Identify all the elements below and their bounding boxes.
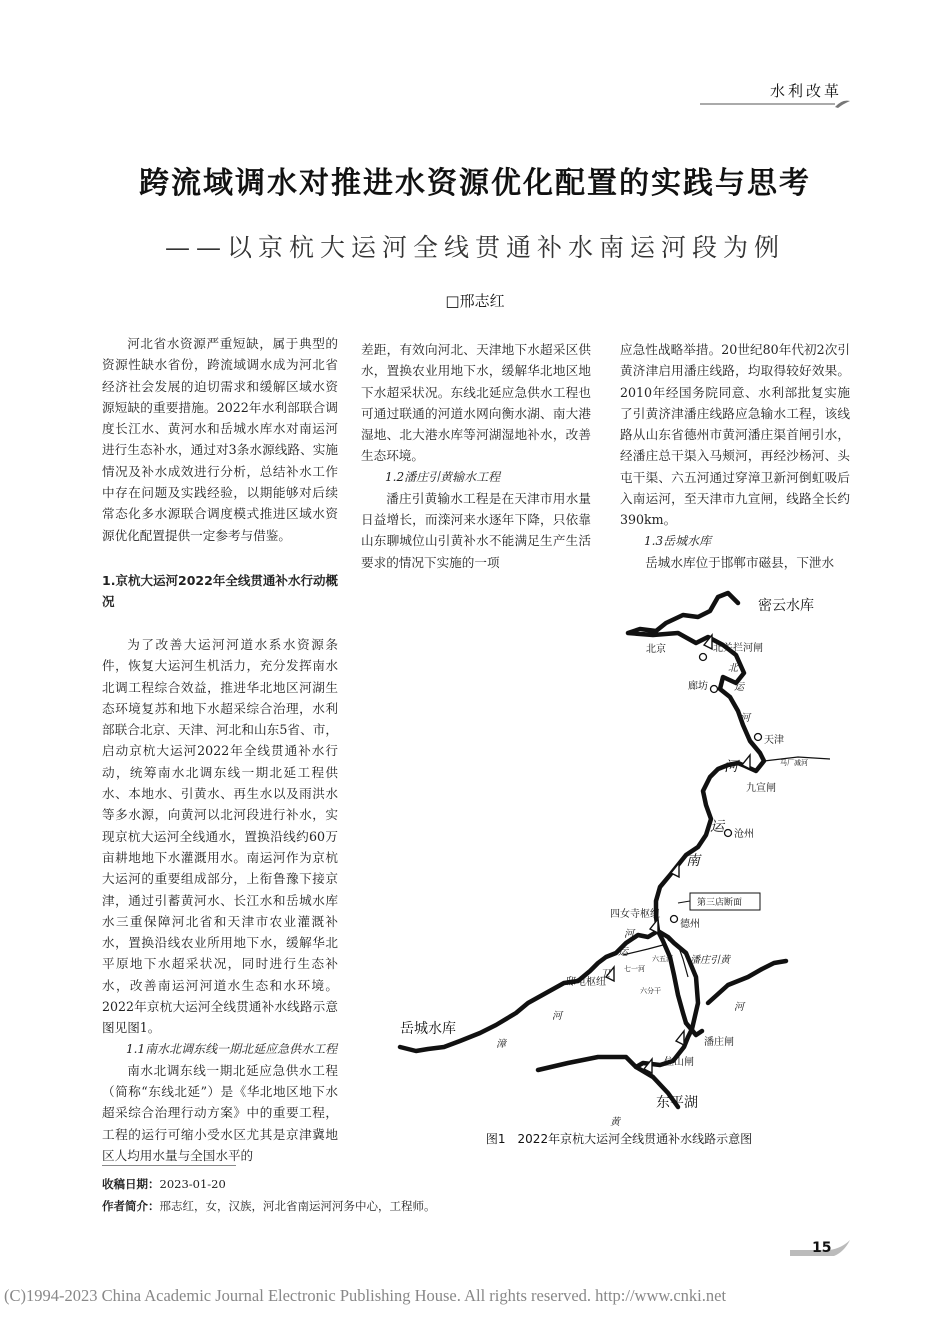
label-he-left: 河	[552, 1011, 562, 1022]
label-nan-he: 河	[724, 759, 738, 775]
body-column-2	[361, 339, 591, 573]
body-column-3	[620, 339, 850, 573]
page-number: 15	[812, 1240, 832, 1256]
sluice-icon	[676, 1031, 684, 1045]
label-dezhou: 德州	[680, 919, 700, 930]
label-sinusi: 四女寺枢纽	[610, 909, 660, 920]
huangriver-east	[708, 961, 786, 1003]
label-miyun: 密云水库	[758, 598, 814, 614]
label-bei-he: 河	[740, 713, 750, 724]
label-bei: 北	[728, 663, 738, 674]
sluice-icon	[650, 919, 658, 933]
label-huang: 黄	[610, 1117, 620, 1128]
paragraph: 南水北调东线一期北延应急供水工程（简称“东线北延”）是《华北地区地下水超采综合治理行动方案》中的重要工程，工程的运行可缩小受水区尤其是京津冀地区人均用水量与全国水平的	[102, 1062, 338, 1163]
label-panzhuang-zha: 潘庄闸	[704, 1037, 734, 1048]
subsection-heading: 1.3岳城水库	[644, 533, 712, 548]
paragraph: 差距，有效向河北、天津地下水超采区供水，置换农业用地下水，缓解华北地区地下水超采状况。东线北延应急供水工程也可通过联通的河道水网向衡水湖、南大港湿地、北大港水库等河湖湿地补水，改善生态环境。	[361, 342, 591, 464]
article-title: 跨流域调水对推进水资源优化配置的实践与思考	[139, 166, 811, 201]
city-icon	[755, 734, 762, 741]
label-weishan: 位山闸	[664, 1057, 694, 1068]
label-huang-east: 河	[734, 1002, 744, 1013]
author-bio: 作者简介：邢志红，女，汉族，河北省南运河河务中心，工程师。	[102, 1199, 436, 1213]
paragraph: 潘庄引黄输水工程是在天津市用水量日益增长，而滦河来水逐年下降，只依靠山东聊城位山引黄补水不能满足生产生活要求的情况下实施的一项	[361, 490, 591, 570]
section-tag-decoration	[700, 99, 850, 109]
label-bei-yun: 运	[734, 682, 744, 693]
body-column-1	[102, 333, 338, 1166]
label-cangzhou: 沧州	[734, 829, 754, 840]
label-panzhuang-yh: 潘庄引黄	[690, 955, 730, 966]
article-subtitle: ——以京杭大运河全线贯通补水南运河段为例	[164, 233, 785, 262]
label-beijing: 北京	[646, 644, 666, 655]
city-icon	[700, 654, 707, 661]
label-dongping: 东平湖	[656, 1095, 698, 1111]
label-chutun: 邸屯枢纽	[566, 977, 606, 988]
city-icon	[725, 830, 732, 837]
figure-caption: 图1 2022年京杭大运河全线贯通补水线路示意图	[485, 1132, 753, 1146]
label-majuanhe: 马厂减河	[780, 759, 808, 767]
label-beiguan: 北关拦河闸	[713, 643, 763, 654]
label-disan: 第三店断面	[697, 898, 743, 908]
disan-pointer	[678, 901, 690, 903]
label-nan-yun: 运	[710, 819, 724, 835]
label-langfang: 廊坊	[688, 681, 708, 692]
label-tianjin: 天津	[764, 735, 784, 746]
label-yuecheng: 岳城水库	[400, 1021, 456, 1037]
subsection-heading: 1.1南水北调东线一期北延应急供水工程	[126, 1041, 338, 1056]
qiyi-he	[623, 945, 663, 955]
label-liuwu: 六五河	[652, 955, 673, 963]
paragraph: 河北省水资源严重短缺，属于典型的资源性缺水省份，跨流域调水成为河北省经济社会发展的迫切需求和缓解区域水资源短缺的重要措施。2022年水利部联合调度长江水、黄河水和岳城水库水对南运河进行生态补水，通过对3条水源线路、实施情况及补水成效进行分析，总结补水工作中存在问题及实践经验，以期能够对后续常态化多水源联合调度模式推进区域水资源优化配置提供一定参考与借鉴。	[102, 336, 338, 543]
section-heading: 1.京杭大运河2022年全线贯通补水行动概况	[102, 572, 338, 609]
article-author: □邢志红	[445, 292, 505, 310]
label-wei-yun: 运	[618, 947, 628, 958]
paragraph: 应急性战略举措。20世纪80年代初2次引黄济津启用潘庄线路，均取得较好效果。2010年经国务院同意、水利部批复实施了引黄济津潘庄线路应急输水工程，该线路从山东省德州市黄河潘庄渠首闸引水，经潘庄总干渠入马颊河，再经沙杨河、头屯干渠、六五河通过穿漳卫新河倒虹吸后入南运河，至天津市九宣闸，线路全长约390km。	[620, 342, 850, 528]
label-wei-he: 河	[624, 929, 634, 940]
route-map	[378, 585, 860, 1130]
label-qiyi: 七一河	[624, 965, 645, 973]
city-icon	[711, 686, 718, 693]
label-jiuxuan: 九宣闸	[746, 783, 776, 794]
paragraph: 岳城水库位于邯郸市磁县，下泄水	[645, 554, 835, 570]
copyright-line: (C)1994-2023 China Academic Journal Electronic Publishing House. All rights reserved. http://www.cnki.net	[4, 1286, 727, 1305]
footnote-rule	[102, 1165, 236, 1166]
label-nan: 南	[686, 853, 700, 869]
received-date: 收稿日期：2023-01-20	[102, 1177, 226, 1191]
paragraph: 为了改善大运河河道水系水资源条件，恢复大运河生机活力，充分发挥南水北调工程综合效益，推进华北地区河湖生态环境复苏和地下水超采综合治理，水利部联合北京、天津、河北和山东5省、市，启动京杭大运河2022年全线贯通补水行动，统筹南水北调东线一期北延工程供水、本地水、引黄水、再生水以及雨洪水等多水源，向黄河以北河段进行补水，实现京杭大运河全线通水，置换沿线约60万亩耕地地下水灌溉用水。南运河作为京杭大运河的重要组成部分，上衔鲁豫下接京津，通过引蓄黄河水、长江水和岳城水库水三重保障河北省和天津市农业灌溉补水，置换沿线农业所用地下水，缓解华北平原地下水超采状况，同时进行生态补水，改善南运河河道水生态和水环境。2022年京杭大运河全线贯通补水线路示意图见图1。	[102, 636, 338, 1036]
section-tag: 水利改革	[769, 82, 842, 100]
sluice-markers	[606, 635, 750, 1073]
city-icon	[671, 916, 678, 923]
subsection-heading: 1.2潘庄引黄输水工程	[385, 469, 501, 484]
label-liufang: 六分干	[640, 987, 661, 995]
label-wei: 卫	[600, 969, 610, 980]
label-zhang: 漳	[496, 1039, 506, 1050]
